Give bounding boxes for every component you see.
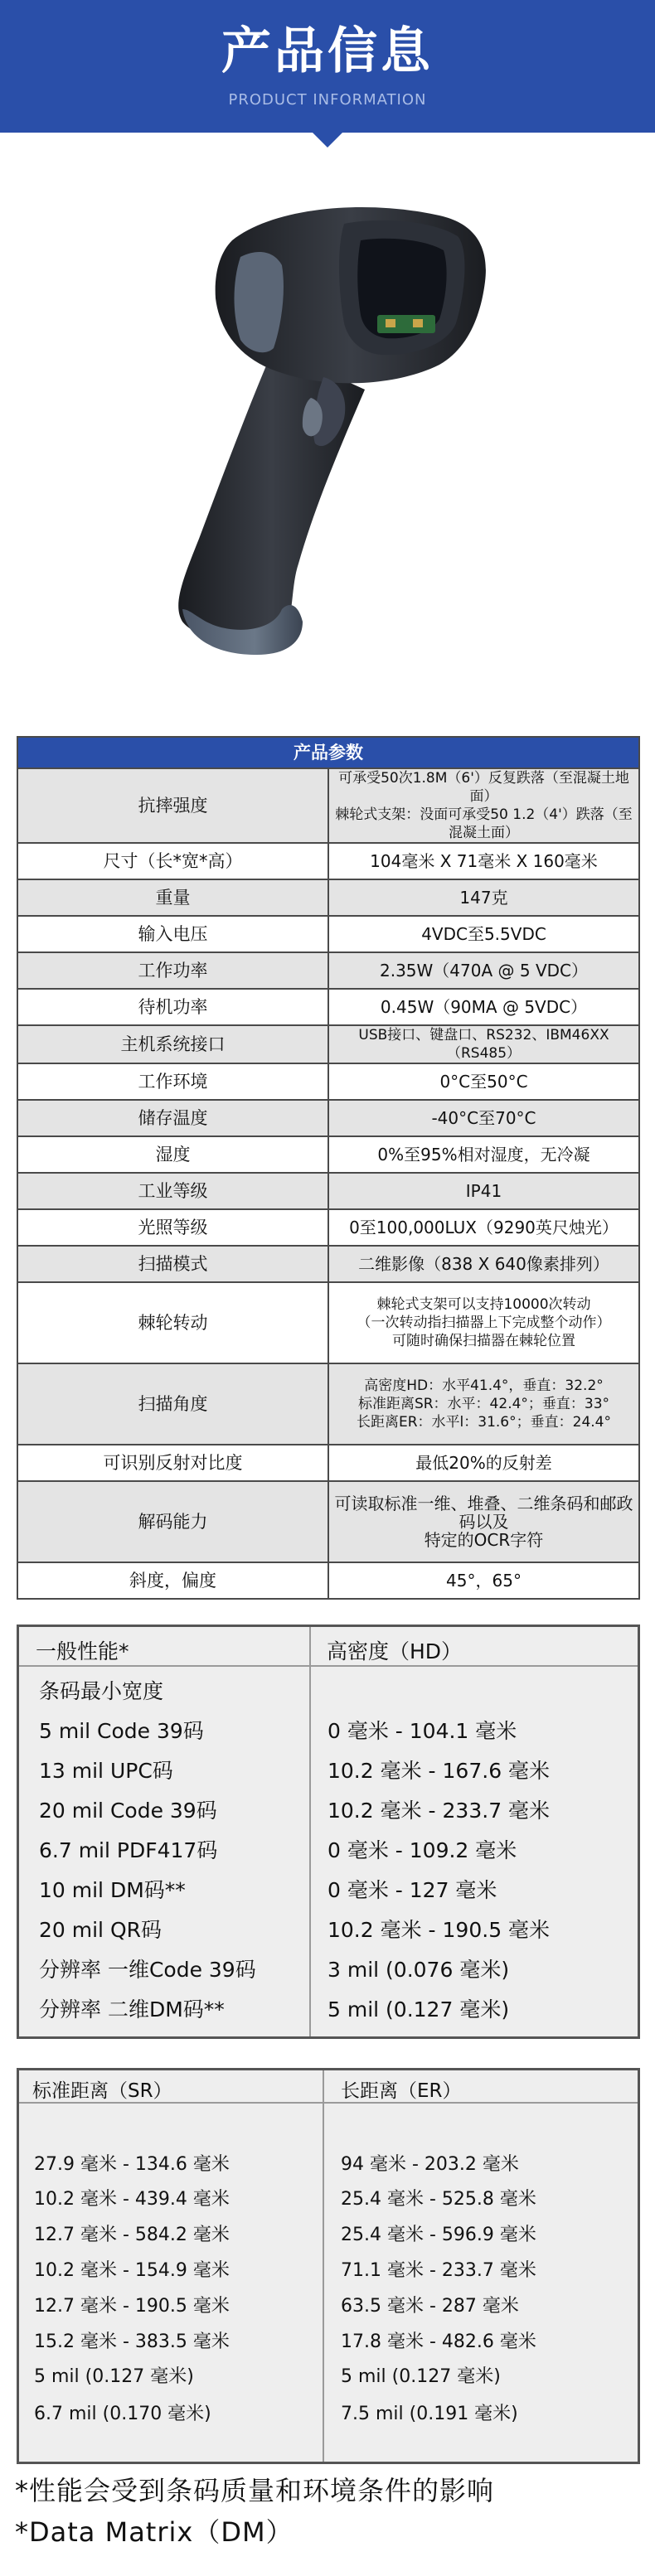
list-item: 71.1 毫米 - 233.7 毫米 — [341, 2260, 536, 2281]
list-item: 10 mil DM码** — [39, 1878, 186, 1902]
table-row: 湿度 0%至95%相对湿度，无冷凝 — [17, 1136, 639, 1173]
list-item: 20 mil QR码 — [39, 1918, 162, 1942]
header-pointer — [313, 133, 342, 148]
divider — [323, 2070, 324, 2462]
list-item: 0 毫米 - 109.2 毫米 — [328, 1838, 517, 1862]
table-row: 扫描模式 二维影像（838 X 640像素排列） — [17, 1246, 639, 1282]
list-item: 0 毫米 - 104.1 毫米 — [328, 1719, 517, 1743]
list-item: 17.8 毫米 - 482.6 毫米 — [341, 2331, 536, 2352]
performance-table-sr-er — [17, 2068, 640, 2464]
list-item: 5 mil (0.127 毫米) — [341, 2366, 501, 2387]
page-title: 产品信息 — [221, 22, 434, 80]
spec-table-title: 产品参数 — [17, 737, 639, 768]
page-subtitle: PRODUCT INFORMATION — [228, 91, 427, 109]
column-header: 长距离（ER） — [341, 2080, 462, 2102]
table-row: 解码能力 可读取标准一维、堆叠、二维条码和邮政码以及 特定的OCR字符 — [17, 1481, 639, 1562]
table-row: 储存温度 -40°C至70°C — [17, 1100, 639, 1136]
list-item: 7.5 mil (0.191 毫米) — [341, 2404, 518, 2424]
list-item: 12.7 毫米 - 190.5 毫米 — [34, 2296, 230, 2317]
list-item: 10.2 毫米 - 167.6 毫米 — [328, 1759, 551, 1783]
column-header: 一般性能* — [36, 1639, 129, 1663]
table-row: 抗摔强度 可承受50次1.8M（6'）反复跌落（至混凝土地面） 棘轮式支架：没面可承受50 1.2（4'）跌落（至混凝土面） — [17, 768, 639, 843]
list-item: 条码最小宽度 — [39, 1679, 164, 1703]
table-row: 扫描角度 高密度HD：水平41.4°，垂直：32.2° 标准距离SR：水平：42.4°；垂直：33° 长距离ER：水平l：31.6°；垂直：24.4° — [17, 1363, 639, 1445]
column-header: 标准距离（SR） — [32, 2080, 172, 2102]
list-item: 5 mil (0.127 毫米) — [328, 1997, 510, 2022]
performance-table-hd — [17, 1625, 640, 2039]
table-row: 棘轮转动 棘轮式支架可以支持10000次转动 （一次转动指扫描器上下完成整个动作） 可随时确保扫描器在棘轮位置 — [17, 1282, 639, 1363]
table-row: 工作环境 0°C至50°C — [17, 1063, 639, 1100]
table-row: 重量 147克 — [17, 879, 639, 916]
scanner-image — [149, 191, 497, 680]
divider — [19, 1665, 638, 1667]
list-item: 10.2 毫米 - 233.7 毫米 — [328, 1799, 551, 1823]
list-item: 10.2 毫米 - 439.4 毫米 — [34, 2189, 230, 2210]
spec-table — [17, 736, 640, 1600]
footnote: *性能会受到条码质量和环境条件的影响 — [15, 2475, 495, 2506]
table-row: 主机系统接口 USB接口、键盘口、RS232、IBM46XX（RS485） — [17, 1025, 639, 1063]
list-item: 10.2 毫米 - 154.9 毫米 — [34, 2260, 230, 2281]
list-item: 12.7 毫米 - 584.2 毫米 — [34, 2225, 230, 2245]
list-item: 25.4 毫米 - 596.9 毫米 — [341, 2225, 536, 2245]
table-row: 可识别反射对比度 最低20%的反射差 — [17, 1445, 639, 1481]
list-item: 27.9 毫米 - 134.6 毫米 — [34, 2154, 230, 2175]
list-item: 6.7 mil PDF417码 — [39, 1838, 218, 1862]
list-item: 分辨率 一维Code 39码 — [39, 1958, 256, 1982]
list-item: 分辨率 二维DM码** — [39, 1997, 225, 2022]
table-row: 光照等级 0至100,000LUX（9290英尺烛光） — [17, 1209, 639, 1246]
table-row: 斜度，偏度 45°，65° — [17, 1562, 639, 1599]
table-row: 工业等级 IP41 — [17, 1173, 639, 1209]
divider — [309, 1627, 311, 2036]
list-item: 25.4 毫米 - 525.8 毫米 — [341, 2189, 536, 2210]
column-header: 高密度（HD） — [327, 1639, 463, 1663]
list-item: 13 mil UPC码 — [39, 1759, 173, 1783]
list-item: 63.5 毫米 - 287 毫米 — [341, 2296, 519, 2317]
list-item: 0 毫米 - 127 毫米 — [328, 1878, 497, 1902]
table-row: 工作功率 2.35W（470A @ 5 VDC） — [17, 952, 639, 989]
list-item: 6.7 mil (0.170 毫米) — [34, 2404, 211, 2424]
page-header — [0, 0, 655, 133]
list-item: 20 mil Code 39码 — [39, 1799, 217, 1823]
list-item: 15.2 毫米 - 383.5 毫米 — [34, 2331, 230, 2352]
list-item: 94 毫米 - 203.2 毫米 — [341, 2154, 519, 2175]
table-row: 待机功率 0.45W（90MA @ 5VDC） — [17, 989, 639, 1025]
table-row: 输入电压 4VDC至5.5VDC — [17, 916, 639, 952]
list-item: 3 mil (0.076 毫米) — [328, 1958, 510, 1982]
list-item: 10.2 毫米 - 190.5 毫米 — [328, 1918, 551, 1942]
table-row: 尺寸（长*宽*高） 104毫米 X 71毫米 X 160毫米 — [17, 843, 639, 879]
footnote: *Data Matrix（DM） — [15, 2516, 294, 2548]
list-item: 5 mil (0.127 毫米) — [34, 2366, 194, 2387]
list-item: 5 mil Code 39码 — [39, 1719, 204, 1743]
